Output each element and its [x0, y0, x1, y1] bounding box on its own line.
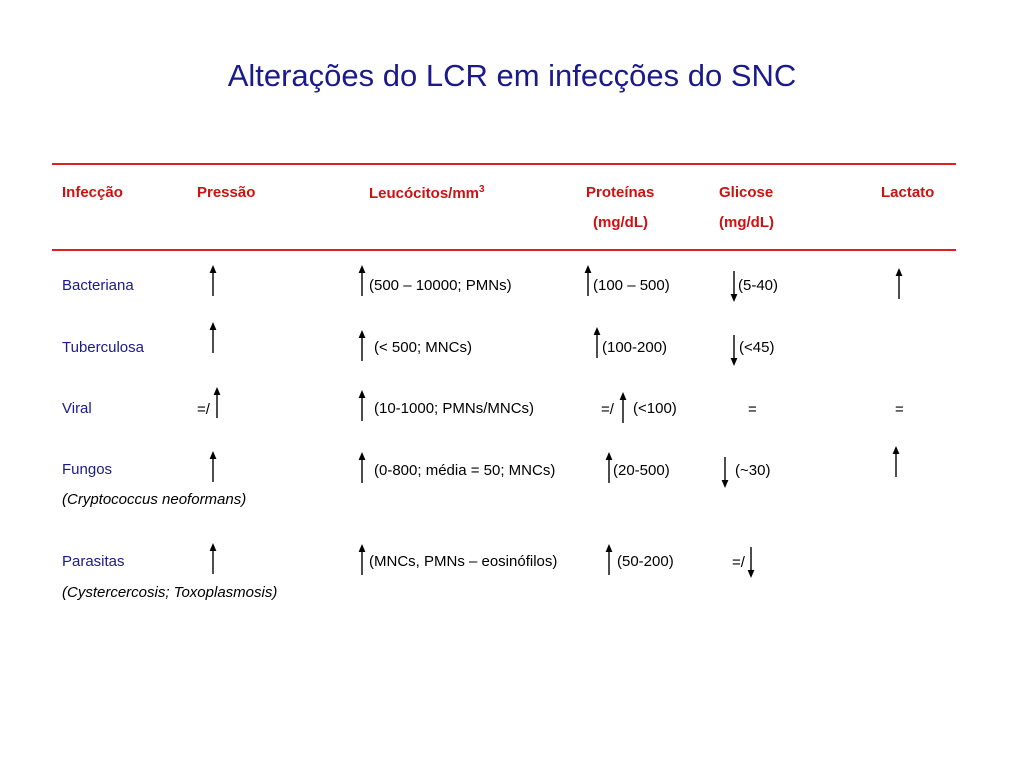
header-pressao: Pressão	[197, 184, 256, 201]
header-infeccao: Infecção	[62, 184, 123, 201]
up-arrow-icon	[208, 543, 218, 575]
up-arrow-icon	[208, 322, 218, 354]
row-tuberculosa-glucose: (<45)	[739, 339, 775, 356]
page-title: Alterações do LCR em infecções do SNC	[227, 58, 797, 93]
row-fungos-leukocytes: (0-800; média = 50; MNCs)	[374, 462, 556, 479]
header-leucocitos-label: Leucócitos/mm	[369, 185, 480, 202]
row-tuberculosa-protein: (100-200)	[602, 339, 668, 356]
up-arrow-icon	[212, 387, 222, 419]
row-viral-lactate: =	[895, 401, 904, 418]
row-fungos-protein: (20-500)	[613, 462, 670, 479]
header-glicose: Glicose	[719, 184, 774, 201]
row-fungos-glucose: (~30)	[735, 462, 771, 479]
up-arrow-icon	[891, 446, 901, 478]
header-leucocitos-superscript: 3	[479, 184, 485, 195]
up-arrow-icon	[583, 265, 593, 297]
header-glicose-unit: (mg/dL)	[719, 214, 774, 231]
header-proteinas: Proteínas	[586, 184, 655, 201]
header-proteinas-unit: (mg/dL)	[593, 214, 648, 231]
up-arrow-icon	[357, 544, 367, 576]
down-arrow-icon	[746, 546, 756, 578]
up-arrow-icon	[618, 392, 628, 424]
up-arrow-icon	[357, 452, 367, 484]
row-bacteriana-protein: (100 – 500)	[593, 277, 670, 294]
row-bacteriana-infection: Bacteriana	[62, 277, 134, 294]
row-bacteriana-leukocytes: (500 – 10000; PMNs)	[369, 277, 512, 294]
row-viral-glucose: =	[748, 401, 757, 418]
row-viral-protein-prefix: =/	[601, 401, 614, 418]
row-tuberculosa-infection: Tuberculosa	[62, 339, 144, 356]
row-parasitas-glucose-prefix: =/	[732, 554, 745, 571]
row-fungos-subtitle: (Cryptococcus neoformans)	[62, 491, 247, 508]
up-arrow-icon	[894, 268, 904, 300]
up-arrow-icon	[357, 390, 367, 422]
row-viral-infection: Viral	[62, 400, 92, 417]
row-parasitas-infection: Parasitas	[62, 553, 125, 570]
table-top-rule	[52, 163, 956, 165]
up-arrow-icon	[357, 265, 367, 297]
header-leucocitos	[369, 184, 485, 202]
up-arrow-icon	[592, 327, 602, 359]
row-viral-leukocytes: (10-1000; PMNs/MNCs)	[374, 400, 535, 417]
header-lactato: Lactato	[881, 184, 935, 201]
down-arrow-icon	[729, 334, 739, 366]
row-bacteriana-glucose: (5-40)	[738, 277, 779, 294]
row-parasitas-subtitle: (Cystercercosis; Toxoplasmosis)	[62, 584, 278, 601]
row-fungos-infection: Fungos	[62, 461, 113, 478]
up-arrow-icon	[208, 451, 218, 483]
row-viral-protein: (<100)	[633, 400, 677, 417]
up-arrow-icon	[357, 330, 367, 362]
table-header-rule	[52, 249, 956, 251]
row-tuberculosa-leukocytes: (< 500; MNCs)	[374, 339, 472, 356]
row-viral-pressure: =/	[197, 401, 210, 418]
down-arrow-icon	[720, 456, 730, 488]
row-parasitas-protein: (50-200)	[617, 553, 674, 570]
up-arrow-icon	[604, 544, 614, 576]
up-arrow-icon	[208, 265, 218, 297]
row-parasitas-leukocytes: (MNCs, PMNs – eosinófilos)	[369, 553, 558, 570]
